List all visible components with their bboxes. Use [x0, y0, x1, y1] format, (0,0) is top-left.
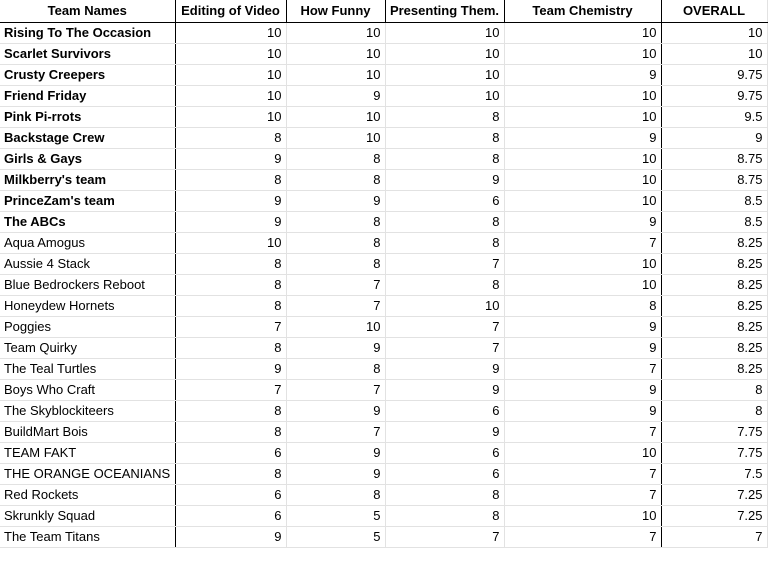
chemistry-score-cell[interactable]: 9: [504, 400, 661, 421]
funny-score-cell[interactable]: 8: [286, 211, 385, 232]
presenting-score-cell[interactable]: 10: [385, 295, 504, 316]
table-row: [0, 211, 767, 232]
chemistry-score-cell[interactable]: 8: [504, 295, 661, 316]
presenting-score-cell[interactable]: 8: [385, 106, 504, 127]
header-presenting-them[interactable]: Presenting Them.: [385, 0, 504, 22]
chemistry-score-cell[interactable]: 9: [504, 316, 661, 337]
funny-score-cell[interactable]: 9: [286, 400, 385, 421]
funny-score-cell[interactable]: 5: [286, 526, 385, 547]
funny-score-cell[interactable]: 9: [286, 337, 385, 358]
presenting-score-cell[interactable]: 6: [385, 463, 504, 484]
table-row: [0, 22, 767, 43]
team-name-cell[interactable]: The Team Titans: [0, 526, 175, 547]
table-row: [0, 358, 767, 379]
editing-score-cell[interactable]: 8: [175, 169, 286, 190]
presenting-score-cell[interactable]: 9: [385, 379, 504, 400]
header-team-chemistry[interactable]: Team Chemistry: [504, 0, 661, 22]
presenting-score-cell[interactable]: 10: [385, 64, 504, 85]
editing-score-cell[interactable]: 6: [175, 484, 286, 505]
team-name-cell[interactable]: Friend Friday: [0, 85, 175, 106]
editing-score-cell[interactable]: 9: [175, 358, 286, 379]
table-row: [0, 379, 767, 400]
chemistry-score-cell[interactable]: 10: [504, 253, 661, 274]
table-row: [0, 505, 767, 526]
chemistry-score-cell[interactable]: 10: [504, 505, 661, 526]
funny-score-cell[interactable]: 7: [286, 274, 385, 295]
chemistry-score-cell[interactable]: 9: [504, 337, 661, 358]
editing-score-cell[interactable]: 8: [175, 295, 286, 316]
overall-score-cell[interactable]: 8.25: [661, 295, 767, 316]
overall-score-cell[interactable]: 9.75: [661, 85, 767, 106]
overall-score-cell[interactable]: 10: [661, 22, 767, 43]
presenting-score-cell[interactable]: 9: [385, 358, 504, 379]
table-row: [0, 442, 767, 463]
editing-score-cell[interactable]: 6: [175, 505, 286, 526]
editing-score-cell[interactable]: 7: [175, 316, 286, 337]
funny-score-cell[interactable]: 10: [286, 127, 385, 148]
chemistry-score-cell[interactable]: 9: [504, 211, 661, 232]
table-row: [0, 463, 767, 484]
editing-score-cell[interactable]: 8: [175, 337, 286, 358]
header-row: [0, 0, 767, 22]
editing-score-cell[interactable]: 9: [175, 190, 286, 211]
presenting-score-cell[interactable]: 8: [385, 274, 504, 295]
editing-score-cell[interactable]: 8: [175, 421, 286, 442]
overall-score-cell[interactable]: 8.5: [661, 190, 767, 211]
editing-score-cell[interactable]: 9: [175, 148, 286, 169]
chemistry-score-cell[interactable]: 10: [504, 190, 661, 211]
overall-score-cell[interactable]: 7.75: [661, 421, 767, 442]
funny-score-cell[interactable]: 8: [286, 358, 385, 379]
chemistry-score-cell[interactable]: 10: [504, 22, 661, 43]
funny-score-cell[interactable]: 8: [286, 253, 385, 274]
presenting-score-cell[interactable]: 7: [385, 316, 504, 337]
table-row: [0, 43, 767, 64]
funny-score-cell[interactable]: 8: [286, 169, 385, 190]
funny-score-cell[interactable]: 9: [286, 85, 385, 106]
table-row: [0, 127, 767, 148]
table-row: [0, 484, 767, 505]
presenting-score-cell[interactable]: 8: [385, 148, 504, 169]
chemistry-score-cell[interactable]: 10: [504, 442, 661, 463]
chemistry-score-cell[interactable]: 10: [504, 85, 661, 106]
funny-score-cell[interactable]: 9: [286, 463, 385, 484]
overall-score-cell[interactable]: 8.75: [661, 148, 767, 169]
presenting-score-cell[interactable]: 7: [385, 337, 504, 358]
overall-score-cell[interactable]: 7.25: [661, 484, 767, 505]
table-row: [0, 400, 767, 421]
overall-score-cell[interactable]: 7.75: [661, 442, 767, 463]
overall-score-cell[interactable]: 10: [661, 43, 767, 64]
editing-score-cell[interactable]: 10: [175, 232, 286, 253]
chemistry-score-cell[interactable]: 9: [504, 64, 661, 85]
presenting-score-cell[interactable]: 10: [385, 85, 504, 106]
table-row: [0, 274, 767, 295]
team-name-cell[interactable]: PrinceZam's team: [0, 190, 175, 211]
team-name-cell[interactable]: The ABCs: [0, 211, 175, 232]
table-row: [0, 526, 767, 547]
presenting-score-cell[interactable]: 8: [385, 232, 504, 253]
header-overall[interactable]: OVERALL: [661, 0, 767, 22]
chemistry-score-cell[interactable]: 10: [504, 148, 661, 169]
header-team-names[interactable]: Team Names: [0, 0, 175, 22]
team-name-cell[interactable]: Pink Pi-rrots: [0, 106, 175, 127]
chemistry-score-cell[interactable]: 7: [504, 358, 661, 379]
overall-score-cell[interactable]: 7.25: [661, 505, 767, 526]
editing-score-cell[interactable]: 10: [175, 64, 286, 85]
team-name-cell[interactable]: Team Quirky: [0, 337, 175, 358]
funny-score-cell[interactable]: 7: [286, 295, 385, 316]
editing-score-cell[interactable]: 7: [175, 379, 286, 400]
chemistry-score-cell[interactable]: 10: [504, 106, 661, 127]
chemistry-score-cell[interactable]: 7: [504, 232, 661, 253]
team-name-cell[interactable]: Aqua Amogus: [0, 232, 175, 253]
team-name-cell[interactable]: Boys Who Craft: [0, 379, 175, 400]
overall-score-cell[interactable]: 9: [661, 127, 767, 148]
table-row: [0, 253, 767, 274]
overall-score-cell[interactable]: 8.75: [661, 169, 767, 190]
chemistry-score-cell[interactable]: 7: [504, 484, 661, 505]
overall-score-cell[interactable]: 8.25: [661, 337, 767, 358]
presenting-score-cell[interactable]: 10: [385, 43, 504, 64]
editing-score-cell[interactable]: 8: [175, 463, 286, 484]
team-name-cell[interactable]: The Skyblockiteers: [0, 400, 175, 421]
table-row: [0, 337, 767, 358]
editing-score-cell[interactable]: 9: [175, 526, 286, 547]
table-row: [0, 169, 767, 190]
funny-score-cell[interactable]: 7: [286, 379, 385, 400]
chemistry-score-cell[interactable]: 7: [504, 526, 661, 547]
presenting-score-cell[interactable]: 9: [385, 421, 504, 442]
funny-score-cell[interactable]: 8: [286, 484, 385, 505]
team-name-cell[interactable]: Girls & Gays: [0, 148, 175, 169]
team-name-cell[interactable]: Milkberry's team: [0, 169, 175, 190]
presenting-score-cell[interactable]: 8: [385, 127, 504, 148]
editing-score-cell[interactable]: 8: [175, 400, 286, 421]
overall-score-cell[interactable]: 8.25: [661, 274, 767, 295]
presenting-score-cell[interactable]: 7: [385, 526, 504, 547]
table-row: [0, 421, 767, 442]
table-row: [0, 106, 767, 127]
chemistry-score-cell[interactable]: 10: [504, 274, 661, 295]
chemistry-score-cell[interactable]: 10: [504, 43, 661, 64]
chemistry-score-cell[interactable]: 10: [504, 169, 661, 190]
team-name-cell[interactable]: The Teal Turtles: [0, 358, 175, 379]
table-row: [0, 232, 767, 253]
funny-score-cell[interactable]: 9: [286, 442, 385, 463]
table-row: [0, 64, 767, 85]
funny-score-cell[interactable]: 8: [286, 148, 385, 169]
presenting-score-cell[interactable]: 8: [385, 484, 504, 505]
overall-score-cell[interactable]: 8.25: [661, 316, 767, 337]
team-name-cell[interactable]: Red Rockets: [0, 484, 175, 505]
chemistry-score-cell[interactable]: 9: [504, 379, 661, 400]
editing-score-cell[interactable]: 8: [175, 274, 286, 295]
editing-score-cell[interactable]: 9: [175, 211, 286, 232]
chemistry-score-cell[interactable]: 9: [504, 127, 661, 148]
table-row: [0, 316, 767, 337]
team-name-cell[interactable]: BuildMart Bois: [0, 421, 175, 442]
overall-score-cell[interactable]: 8.5: [661, 211, 767, 232]
overall-score-cell[interactable]: 8: [661, 400, 767, 421]
team-name-cell[interactable]: Backstage Crew: [0, 127, 175, 148]
funny-score-cell[interactable]: 8: [286, 232, 385, 253]
overall-score-cell[interactable]: 9.75: [661, 64, 767, 85]
presenting-score-cell[interactable]: 10: [385, 22, 504, 43]
overall-score-cell[interactable]: 9.5: [661, 106, 767, 127]
editing-score-cell[interactable]: 6: [175, 442, 286, 463]
team-name-cell[interactable]: Scarlet Survivors: [0, 43, 175, 64]
funny-score-cell[interactable]: 10: [286, 316, 385, 337]
overall-score-cell[interactable]: 8: [661, 379, 767, 400]
table-row: [0, 148, 767, 169]
presenting-score-cell[interactable]: 6: [385, 442, 504, 463]
chemistry-score-cell[interactable]: 7: [504, 421, 661, 442]
header-how-funny[interactable]: How Funny: [286, 0, 385, 22]
table-row: [0, 85, 767, 106]
editing-score-cell[interactable]: 10: [175, 43, 286, 64]
funny-score-cell[interactable]: 10: [286, 22, 385, 43]
editing-score-cell[interactable]: 10: [175, 85, 286, 106]
overall-score-cell[interactable]: 8.25: [661, 253, 767, 274]
overall-score-cell[interactable]: 8.25: [661, 358, 767, 379]
table-row: [0, 190, 767, 211]
funny-score-cell[interactable]: 10: [286, 64, 385, 85]
team-name-cell[interactable]: Skrunkly Squad: [0, 505, 175, 526]
editing-score-cell[interactable]: 10: [175, 106, 286, 127]
team-name-cell[interactable]: Honeydew Hornets: [0, 295, 175, 316]
team-name-cell[interactable]: THE ORANGE OCEANIANS: [0, 463, 175, 484]
presenting-score-cell[interactable]: 6: [385, 190, 504, 211]
funny-score-cell[interactable]: 5: [286, 505, 385, 526]
header-editing-of-video[interactable]: Editing of Video: [175, 0, 286, 22]
presenting-score-cell[interactable]: 8: [385, 505, 504, 526]
team-name-cell[interactable]: Rising To The Occasion: [0, 22, 175, 43]
editing-score-cell[interactable]: 8: [175, 253, 286, 274]
editing-score-cell[interactable]: 10: [175, 22, 286, 43]
funny-score-cell[interactable]: 10: [286, 43, 385, 64]
team-name-cell[interactable]: TEAM FAKT: [0, 442, 175, 463]
presenting-score-cell[interactable]: 7: [385, 253, 504, 274]
team-name-cell[interactable]: Crusty Creepers: [0, 64, 175, 85]
overall-score-cell[interactable]: 8.25: [661, 232, 767, 253]
editing-score-cell[interactable]: 8: [175, 127, 286, 148]
team-name-cell[interactable]: Aussie 4 Stack: [0, 253, 175, 274]
funny-score-cell[interactable]: 7: [286, 421, 385, 442]
table-body: [0, 22, 767, 547]
team-name-cell[interactable]: Poggies: [0, 316, 175, 337]
overall-score-cell[interactable]: 7.5: [661, 463, 767, 484]
funny-score-cell[interactable]: 10: [286, 106, 385, 127]
overall-score-cell[interactable]: 7: [661, 526, 767, 547]
presenting-score-cell[interactable]: 8: [385, 211, 504, 232]
table-row: [0, 295, 767, 316]
team-name-cell[interactable]: Blue Bedrockers Reboot: [0, 274, 175, 295]
presenting-score-cell[interactable]: 6: [385, 400, 504, 421]
funny-score-cell[interactable]: 9: [286, 190, 385, 211]
chemistry-score-cell[interactable]: 7: [504, 463, 661, 484]
presenting-score-cell[interactable]: 9: [385, 169, 504, 190]
